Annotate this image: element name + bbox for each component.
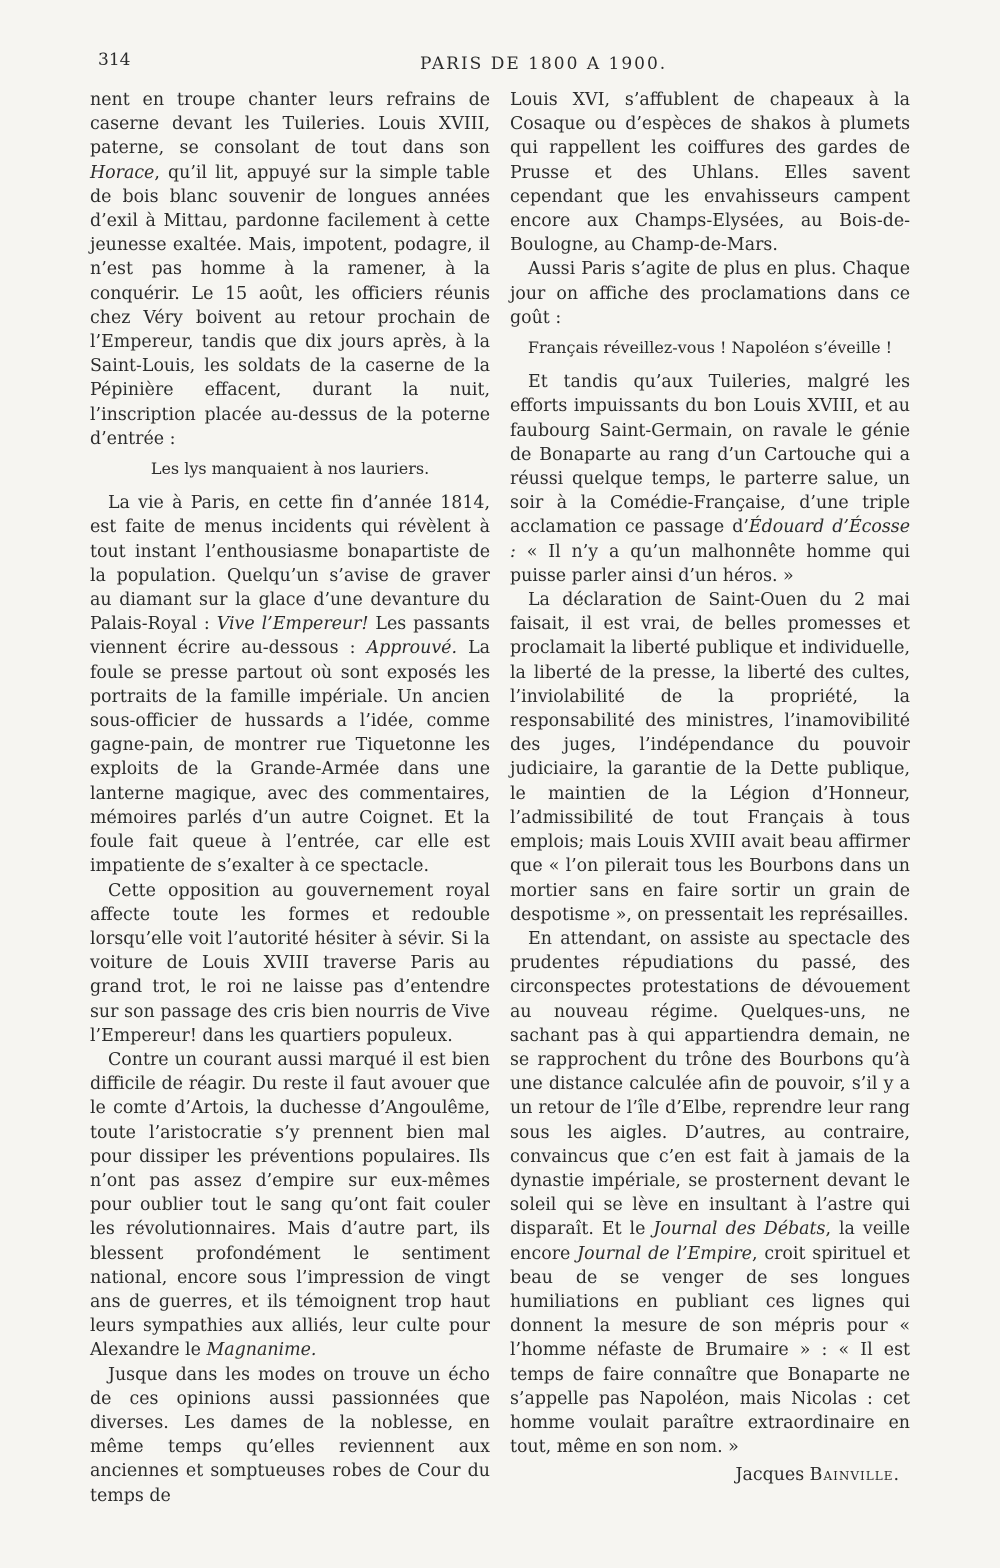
left-paragraph-3: Cette opposition au gouvernement royal affecte toute les formes et redouble lorsqu’elle voit l’autorité hésiter à sévir. Si la voiture de Louis XVIII traverse Paris au grand trot, le roi ne laisse pas d’entendre sur son passage des cris bien nourris de Vive l’Empereur! dans les quartiers populeux.	[90, 880, 490, 1046]
right-paragraph-3: Et tandis qu’aux Tuileries, malgré les efforts impuissants du bon Louis XVIII, et au faubourg Saint-Germain, on ravale le génie de Bonaparte au rang d’un Cartouche qui a réussi quelque temps, le parterre salue, un soir à la Comédie-Française, d’une triple acclamation ce passage d’Édouard d’Écosse : « Il n’y a qu’un malhonnête homme qui puisse parler ainsi d’un héros. »	[510, 372, 910, 586]
right-paragraph-4: La déclaration de Saint-Ouen du 2 mai faisait, il est vrai, de belles promesses et proclamait la liberté publique et individuelle, la liberté de la presse, la liberté des cultes, l’inviolabilité de la propriété, la responsabilité des ministres, l’inamovibilité des juges, l’indépendance du pouvoir judiciaire, la garantie de la Dette publique, le maintien de la Légion d’Honneur, l’admissibilité de tout Français à tous emplois; mais Louis XVIII avait beau affirmer que « l’on pilerait tous les Bourbons dans un mortier sans en faire sortir un grain de despotisme », on pressentait les représailles.	[510, 590, 910, 925]
left-verse-quote: Les lys manquaient à nos lauriers.	[150, 459, 430, 479]
author-signature: Jacques Bainville.	[735, 1465, 900, 1486]
right-paragraph-2: Aussi Paris s’agite de plus en plus. Chaque jour on affiche des proclamations dans ce goût :	[510, 259, 910, 328]
left-paragraph-5: Jusque dans les modes on trouve un écho de ces opinions aussi passionnées que diverses. Les dames de la noblesse, en même temps qu’elles reviennent aux anciennes et somptueuses robes de Cour du temps de	[90, 1364, 490, 1506]
page-number: 314	[98, 50, 131, 70]
left-paragraph-2: La vie à Paris, en cette fin d’année 1814, est faite de menus incidents qui révèlent à tout instant l’enthousiasme bonapartiste de la population. Quelqu’un s’avise de graver au diamant sur la glace d’une devanture du Palais-Royal : Vive l’Empereur! Les passants viennent écrire au-dessous : Approuvé. La foule se presse partout où sont exposés les portraits de la famille impériale. Un ancien sous-officier de hussards a l’idée, comme gagne-pain, de montrer rue Tiquetonne les exploits de la Grande-Armée dans une lanterne magique, avec des commentaires, mémoires parlés d’un autre Coignet. Et la foule fait queue à l’entrée, car elle est impatiente de s’exalter à ce spectacle.	[90, 493, 490, 877]
left-paragraph-1: nent en troupe chanter leurs refrains de caserne devant les Tuileries. Louis XVIII, paterne, se consolant de tout dans son Horace, qu’il lit, appuyé sur la simple table de bois blanc souvenir de longues années d’exil à Mittau, pardonne facilement à cette jeunesse exaltée. Mais, impotent, podagre, il n’est pas homme à la ramener, à la conquérir. Le 15 août, les officiers réunis chez Véry boivent au retour prochain de l’Empereur, tandis que dix jours après, à la Saint-Louis, les soldats de la caserne de la Pépinière effacent, durant la nuit, l’inscription placée au-dessus de la poterne d’entrée :	[90, 90, 490, 449]
right-paragraph-5: En attendant, on assiste au spectacle des prudentes répudiations du passé, des circonspectes protestations de dévouement au nouveau régime. Quelques-uns, ne sachant pas à qui appartiendra demain, ne se rapprochent du trône des Bourbons qu’à une distance calculée afin de pouvoir, s’il y a un retour de l’île d’Elbe, reprendre leur rang sous les aigles. D’autres, au contraire, convaincus que c’en est fait à jamais de la dynastie impériale, se prosternent devant le soleil qui se lève en insultant à l’astre qui disparaît. Et le Journal des Débats, la veille encore Journal de l’Empire, croit spirituel et beau de se venger de ses longues humiliations en publiant ces lignes qui donnent la mesure de son mépris pour « l’homme néfaste de Brumaire » : « Il est temps de faire connaître que Bonaparte ne s’appelle pas Napoléon, mais Nicolas : cet homme voulait paraître extraordinaire en tout, même en son nom. »	[510, 928, 911, 1458]
running-title: PARIS DE 1800 A 1900.	[420, 54, 668, 74]
right-verse-quote: Français réveillez-vous ! Napoléon s’éveille !	[527, 338, 893, 358]
right-paragraph-1: Louis XVI, s’affublent de chapeaux à la Cosaque ou d’espèces de shakos à plumets qui rappellent les coiffures des gardes de Prusse et des Uhlans. Elles savent cependant que les envahisseurs campent encore aux Champs-Elysées, au Bois-de-Boulogne, au Champ-de-Mars.	[510, 90, 910, 256]
left-paragraph-4: Contre un courant aussi marqué il est bien difficile de réagir. Du reste il faut avouer que le comte d’Artois, la duchesse d’Angoulême, toute l’aristocratie s’y prennent bien mal pour dissiper les préventions populaires. Ils n’ont pas assez d’empire sur eux-mêmes pour oublier tout le sang qu’ont fait couler les révolutionnaires. Mais d’autre part, ils blessent profondément le sentiment national, encore sous l’impression de vingt ans de guerres, et ils témoignent trop haut leurs sympathies aux alliés, leur culte pour Alexandre le Magnanime.	[90, 1049, 490, 1361]
right-column	[510, 88, 910, 1488]
left-column	[90, 88, 490, 1508]
